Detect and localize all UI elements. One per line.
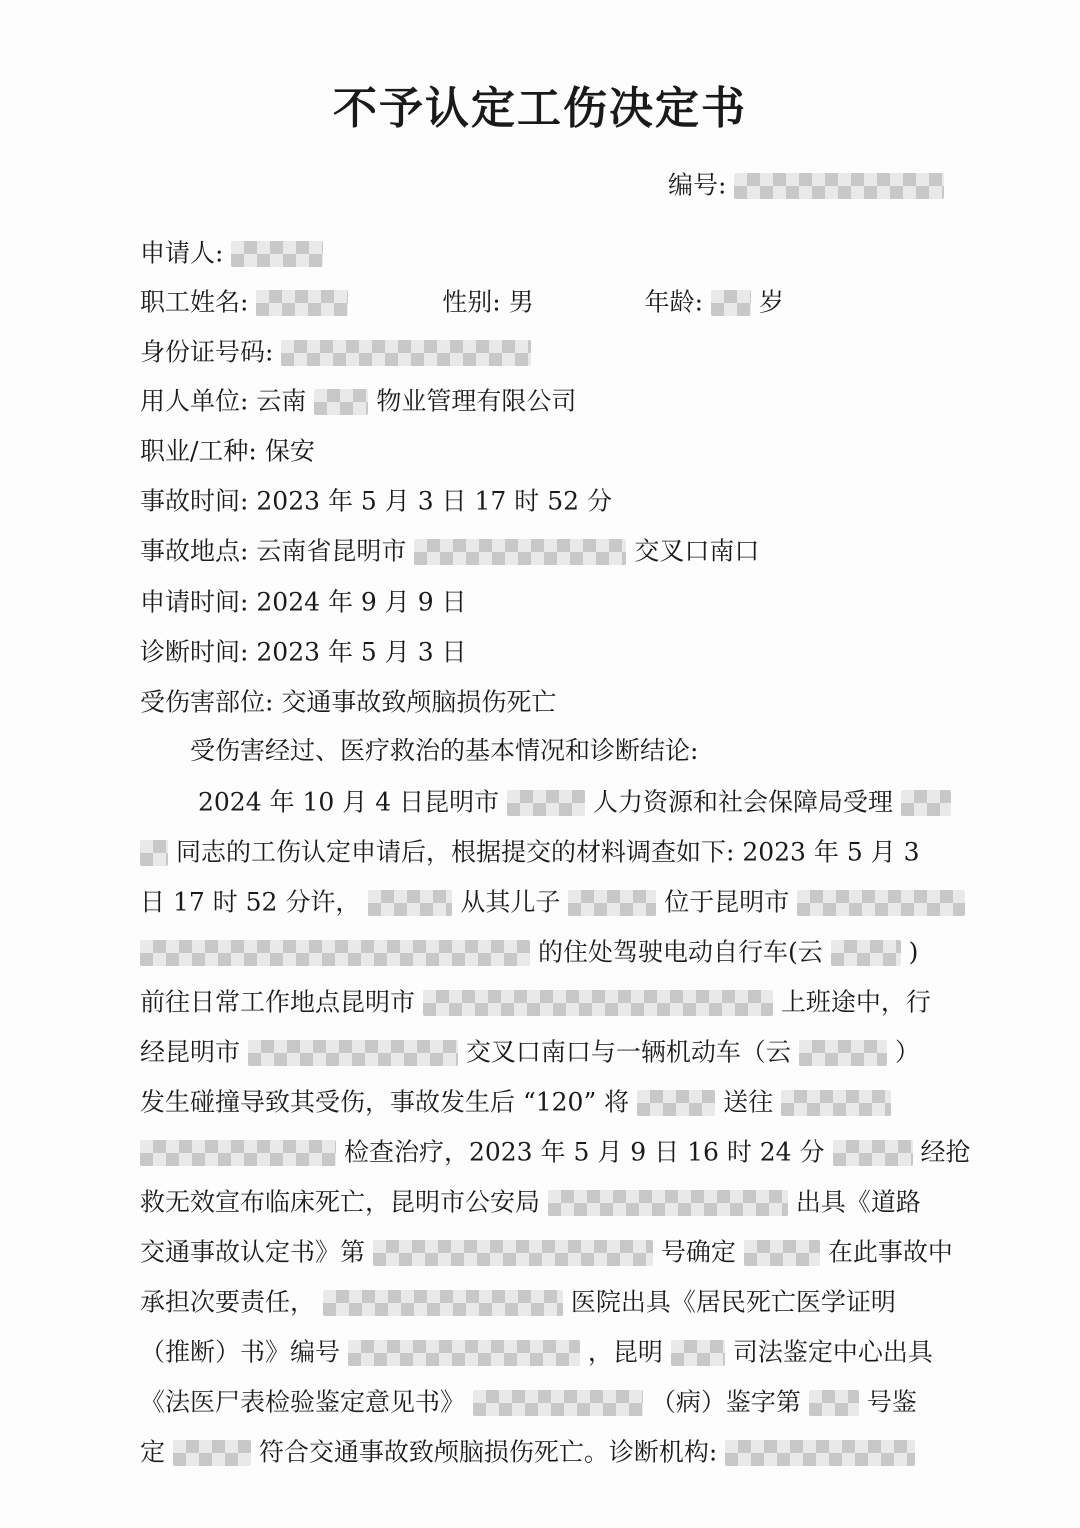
redacted-hospital [323,1290,563,1316]
body-text: 日 17 时 52 分许， [140,887,361,917]
redacted-name [140,840,168,866]
redacted-applicant [231,241,323,267]
redacted-doc-number [348,1340,580,1366]
id-row [140,335,531,369]
redacted-agency [548,1190,788,1216]
body-text: 人力资源和社会保障局受理 [592,787,893,817]
employer-prefix: 云南 [256,386,307,416]
accident-time-row [140,484,612,518]
age-unit: 岁 [758,287,784,317]
redacted-name [368,890,452,916]
redacted-address [423,990,773,1016]
body-text: 号鉴 [866,1387,917,1417]
body-line-6 [140,1035,920,1069]
worker-name-label: 职工姓名: [140,287,249,317]
body-text: 上班途中，行 [780,987,931,1017]
injury-part-value: 交通事故致颅脑损伤死亡 [281,687,557,717]
body-line-13 [140,1385,917,1419]
redacted-name [744,1240,820,1266]
id-label: 身份证号码: [140,337,274,367]
gender-value: 男 [508,287,534,317]
redacted-name [637,1090,715,1116]
body-text: 救无效宣布临床死亡，昆明市公安局 [140,1187,541,1217]
redacted-age [711,290,751,316]
body-line-12 [140,1335,933,1369]
body-text: 的住处驾驶电动自行车(云 [537,937,823,967]
worker-row [140,285,784,319]
redacted-id [281,340,531,366]
occupation-row [140,434,315,468]
accident-place-label: 事故地点: [140,536,249,566]
body-text: 同志的工伤认定申请后，根据提交的材料调查如下: 2023 年 5 月 3 [175,837,920,867]
diagnosis-time-row [140,635,467,669]
body-text: 交叉口南口与一辆机动车（云 [465,1037,791,1067]
body-text: 医院出具《居民死亡医学证明 [570,1287,896,1317]
body-line-2 [140,835,920,869]
accident-place-row [140,534,759,568]
redacted-plate [799,1040,887,1066]
body-text: 位于昆明市 [664,887,790,917]
apply-time-label: 申请时间: [140,587,249,617]
accident-place-prefix: 云南省昆明市 [256,536,407,566]
redacted-hospital [781,1090,891,1116]
accident-place-suffix: 交叉口南口 [634,536,760,566]
accident-time-label: 事故时间: [140,486,249,516]
redacted-number [809,1390,859,1416]
body-text: ) [908,937,919,967]
body-text: 司法鉴定中心出具 [732,1337,933,1367]
body-text: 号确定 [660,1237,736,1267]
occupation-value: 保安 [264,436,315,466]
body-text: 在此事故中 [827,1237,953,1267]
redacted-address [248,1040,458,1066]
section-heading: 受伤害经过、医疗救治的基本情况和诊断结论: [190,736,699,765]
number-label: 编号: [668,170,727,200]
body-line-14 [140,1435,915,1469]
body-text: 2024 年 10 月 4 日昆明市 [198,787,500,817]
redacted-name [901,790,951,816]
redacted-number [734,173,944,199]
redacted-worker-name [256,290,348,316]
redacted-accident-place [414,539,626,565]
occupation-label: 职业/工种: [140,436,257,466]
body-text: 交通事故认定书》第 [140,1237,366,1267]
body-text: 送往 [723,1087,774,1117]
redacted-name [833,1140,913,1166]
body-text: ） [894,1037,920,1067]
body-line-8 [140,1135,970,1169]
body-text: 承担次要责任， [140,1287,316,1317]
document-title: 不予认定工伤决定书 [333,83,747,134]
body-line-3 [140,885,965,919]
applicant-row [140,236,323,270]
body-text: 《法医尸表检验鉴定意见书》 [140,1387,466,1417]
age-label: 年龄: [644,287,704,317]
accident-time-value: 2023 年 5 月 3 日 17 时 52 分 [256,486,612,516]
redacted-hospital [140,1140,336,1166]
body-text: 经抢 [920,1137,971,1167]
injury-part-label: 受伤害部位: [140,687,274,717]
redacted-plate [831,940,901,966]
body-text: 前往日常工作地点昆明市 [140,987,416,1017]
applicant-label: 申请人: [140,238,224,268]
body-text: 经昆明市 [140,1037,241,1067]
redacted-address [140,940,530,966]
body-text: ，昆明 [587,1337,663,1367]
injury-part-row [140,685,556,719]
document-number-row [668,168,944,202]
gender-label: 性别: [442,287,501,317]
apply-time-value: 2024 年 9 月 9 日 [256,587,467,617]
body-line-10 [140,1235,953,1269]
body-text: （推断）书》编号 [140,1337,341,1367]
body-line-11 [140,1285,896,1319]
redacted-employer [314,389,368,415]
employer-label: 用人单位: [140,386,249,416]
redacted-doc-number [373,1240,653,1266]
redacted-name [568,890,656,916]
body-text: 发生碰撞导致其受伤，事故发生后 “120” 将 [140,1087,630,1117]
redacted-agency [725,1440,915,1466]
body-text: 定 [140,1437,166,1467]
body-text: （病）鉴字第 [650,1387,801,1417]
redacted-doc-number [473,1390,643,1416]
body-line-5 [140,985,931,1019]
redacted-agency [671,1340,725,1366]
body-text: 符合交通事故致颅脑损伤死亡。诊断机构: [258,1437,718,1467]
redacted-district [507,790,585,816]
body-text: 出具《道路 [795,1187,921,1217]
body-line-9 [140,1185,921,1219]
body-text: 检查治疗，2023 年 5 月 9 日 16 时 24 分 [343,1137,825,1167]
redacted-name [173,1440,251,1466]
redacted-address [797,890,965,916]
employer-suffix: 物业管理有限公司 [376,386,577,416]
body-line-1 [198,785,951,819]
body-text: 从其儿子 [460,887,561,917]
body-line-4 [140,935,918,969]
diagnosis-time-label: 诊断时间: [140,637,249,667]
body-line-7 [140,1085,891,1119]
employer-row [140,384,576,418]
apply-time-row [140,585,467,619]
diagnosis-time-value: 2023 年 5 月 3 日 [256,637,467,667]
